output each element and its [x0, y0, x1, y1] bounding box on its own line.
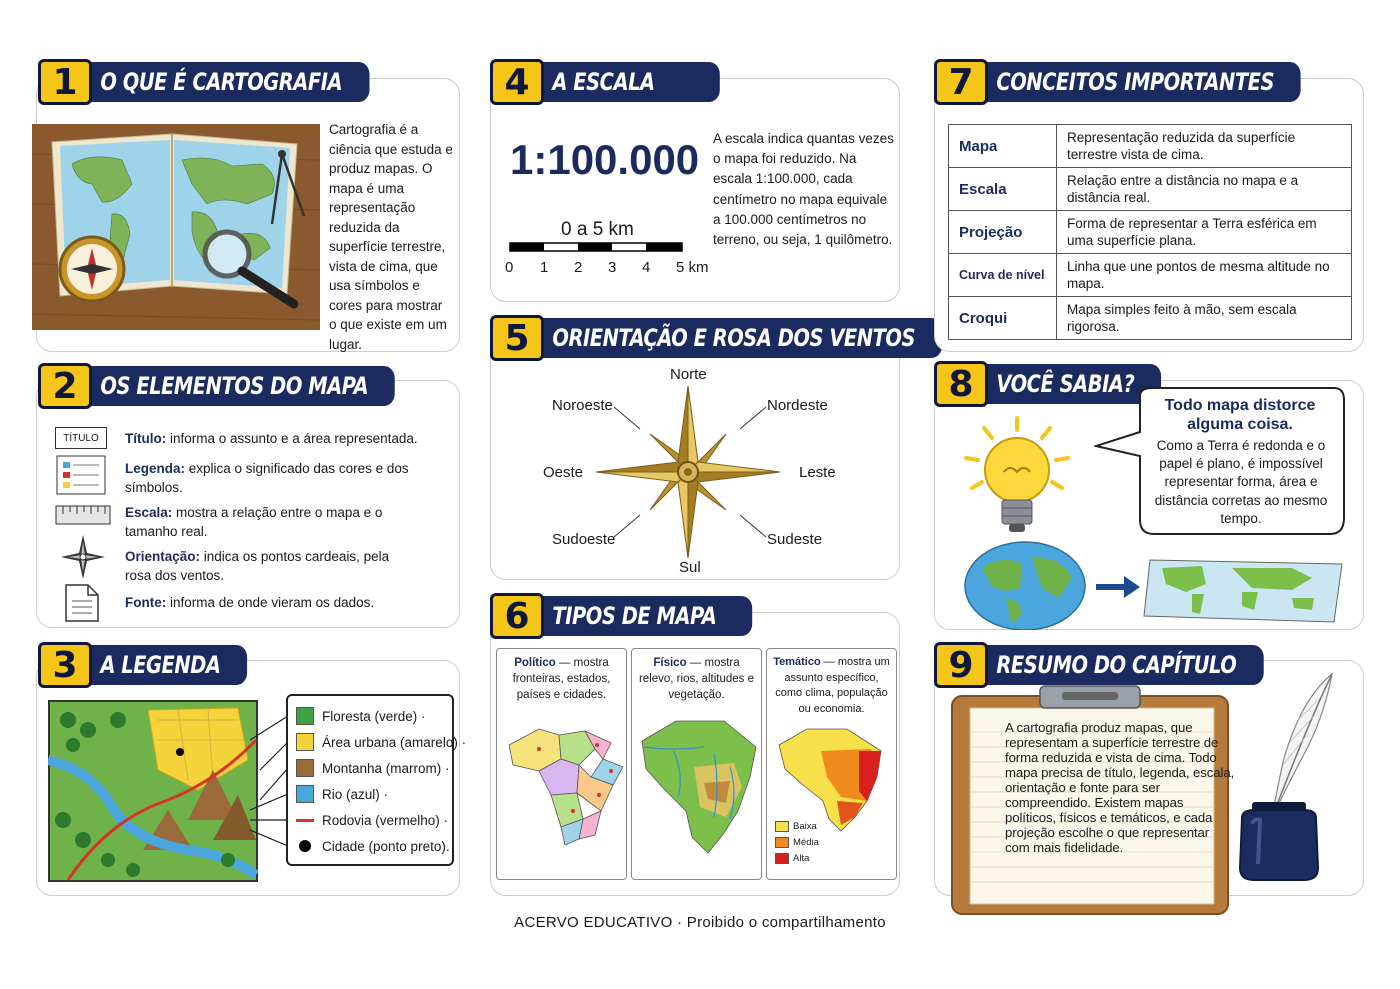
legend-item-forest [296, 707, 426, 725]
caption [632, 649, 761, 703]
desc: indica os pontos cardeais, pela rosa dos ventos. [125, 549, 390, 583]
term: Político [514, 657, 556, 669]
world-map-desk-illustration [32, 124, 320, 330]
summary-text: A cartografia produz mapas, que representam a superfície terrestre de forma reduzida e vista de cima. Todo mapa precisa de título, legenda, escala, orientação e fonte para ser compreendido. Existem mapas políticos, físicos e temáticos, e cada projeção escolhe o que representar com mais fidelidade. [1005, 720, 1235, 855]
label: Rio (azul) · [322, 786, 389, 802]
concept-term: Escala [949, 168, 1057, 211]
tick: 0 [505, 259, 514, 276]
section-header-6 [490, 596, 776, 636]
concept-definition: Linha que une pontos de mesma altitude no mapa. [1057, 254, 1352, 297]
section-header-2 [38, 366, 429, 406]
concepts-table [948, 124, 1352, 340]
section-title: CONCEITOS IMPORTANTES [982, 62, 1301, 102]
desc: informa o assunto e a área representada. [166, 431, 418, 446]
section-number: 8 [934, 361, 988, 407]
section-number: 2 [38, 363, 92, 409]
tick: 1 [540, 259, 549, 276]
section-title: TIPOS DE MAPA [538, 596, 752, 636]
label: Montanha (marrom) · [322, 760, 450, 776]
section-header-7 [934, 62, 1336, 102]
term: Título: [125, 431, 167, 446]
map-card-thematic [766, 648, 897, 880]
concept-definition: Representação reduzida da superfície terrestre vista de cima. [1057, 125, 1352, 168]
element-source [125, 593, 445, 612]
scale-bar [508, 241, 684, 255]
map-card-political [496, 648, 627, 880]
legend-item-river [296, 785, 388, 803]
legend-icon [55, 455, 107, 495]
legend-item-road [296, 811, 448, 829]
scale-tick-labels [505, 259, 735, 279]
political-brazil-map [499, 715, 627, 845]
scale-explanation: A escala indica quantas vezes o mapa foi reduzido. Na escala 1:100.000, cada centímetro no mapa equivale a 100.000 centímetros no terreno, ou seja, 1 quilômetro. [713, 131, 894, 248]
swatch [296, 759, 314, 777]
section-number: 3 [38, 642, 92, 688]
section-number: 6 [490, 593, 544, 639]
swatch [296, 785, 314, 803]
table-row [949, 125, 1352, 168]
direction-north: Norte [670, 366, 707, 383]
tick: 4 [642, 259, 651, 276]
section-header-1 [38, 62, 401, 102]
concept-definition: Mapa simples feito à mão, sem escala rigorosa. [1057, 297, 1352, 340]
legend-box [286, 694, 467, 866]
section-header-3 [38, 645, 265, 685]
label: Área urbana (amarelo) · [322, 734, 467, 750]
thematic-brazil-map [771, 721, 895, 833]
scale-ruler-icon [55, 504, 111, 526]
swatch [775, 821, 789, 832]
desc: — mostra relevo, rios, altitudes e vegetação. [638, 657, 755, 701]
label: Rodovia (vermelho) · [322, 812, 449, 828]
globe-icon [962, 538, 1088, 630]
section-title: VOCÊ SABIA? [982, 364, 1161, 404]
legend-medium [775, 835, 819, 851]
legend-item-mountain [296, 759, 450, 777]
term: Escala: [125, 505, 173, 520]
physical-brazil-map [634, 707, 762, 857]
section-header-5 [490, 318, 987, 358]
bubble-text: Como a Terra é redonda e o papel é plano, é impossível representar forma, área e distância corretas ao mesmo tempo. [1154, 438, 1328, 526]
concept-definition: Forma de representar a Terra esférica em uma superfície plana. [1057, 211, 1352, 254]
swatch [775, 853, 789, 864]
caption [497, 649, 626, 703]
footer-text: ACERVO EDUCATIVO · Proibido o compartilhamento [514, 914, 886, 931]
legend-high [775, 851, 819, 867]
element-legend [125, 459, 415, 497]
concept-term: Mapa [949, 125, 1057, 168]
desc: explica o significado das cores e dos símbolos. [125, 461, 409, 495]
label: Baixa [793, 821, 817, 832]
title-icon: TÍTULO [55, 427, 107, 449]
swatch [775, 837, 789, 848]
swatch [296, 811, 314, 829]
flat-world-map [1142, 556, 1348, 624]
cartography-definition: Cartografia é a ciência que estuda e produz mapas. O mapa é uma representação reduzida da superfície terrestre, vista de cima, que usa símbolos e cores para mostrar o que existe em um lugar. [329, 122, 453, 352]
section-title: O QUE É CARTOGRAFIA [86, 62, 369, 102]
desc: — mostra fronteiras, estados, países e cidades. [512, 657, 611, 701]
tick: 3 [608, 259, 617, 276]
table-row [949, 211, 1352, 254]
swatch [296, 707, 314, 725]
legend-low [775, 819, 819, 835]
section-title: ORIENTAÇÃO E ROSA DOS VENTOS [538, 318, 942, 358]
direction-west: Oeste [543, 464, 584, 481]
section-number: 4 [490, 59, 544, 105]
section-title: OS ELEMENTOS DO MAPA [86, 366, 395, 406]
compass-rose-icon [60, 534, 106, 580]
section-header-4 [490, 62, 740, 102]
concept-term: Croqui [949, 297, 1057, 340]
term: Legenda: [125, 461, 186, 476]
table-row [949, 297, 1352, 340]
concept-term: Projeção [949, 211, 1057, 254]
tick: 5 km [676, 259, 709, 276]
label: Cidade (ponto preto). [322, 838, 450, 854]
section-title: RESUMO DO CAPÍTULO [982, 645, 1263, 685]
term: Físico [653, 657, 687, 669]
direction-south: Sul [679, 559, 701, 576]
desc: — mostra um assunto específico, como clima, população ou economia. [775, 656, 890, 715]
direction-southeast: Sudeste [767, 531, 823, 548]
legend-connector-lines [240, 700, 290, 860]
quill-ink-icon [1232, 668, 1344, 888]
tick: 2 [574, 259, 583, 276]
concept-definition: Relação entre a distância no mapa e a distância real. [1057, 168, 1352, 211]
label: Média [793, 837, 819, 848]
thematic-legend [775, 819, 819, 867]
table-row [949, 168, 1352, 211]
scale-ratio: 1:100.000 [510, 136, 700, 183]
section-number: 7 [934, 59, 988, 105]
arrow-right-icon [1096, 576, 1140, 598]
map-card-physical [631, 648, 762, 880]
desc: informa de onde vieram os dados. [166, 595, 375, 610]
legend-item-urban [296, 733, 466, 751]
document-icon [64, 584, 100, 622]
term: Temático [773, 656, 821, 668]
lightbulb-icon [962, 414, 1072, 538]
direction-northeast: Nordeste [767, 397, 828, 414]
element-title [125, 429, 445, 448]
swatch [296, 837, 314, 855]
label: Floresta (verde) · [322, 708, 426, 724]
direction-southwest: Sudoeste [552, 531, 616, 548]
legend-item-city [296, 837, 450, 855]
element-orientation [125, 547, 395, 585]
section-title: A ESCALA [538, 62, 719, 102]
compass-leader-lines [600, 395, 780, 545]
section-number: 1 [38, 59, 92, 105]
desc: mostra a relação entre o mapa e o tamanho real. [125, 505, 383, 539]
section-title: A LEGENDA [86, 645, 247, 685]
term: Orientação: [125, 549, 201, 564]
direction-east: Leste [799, 464, 836, 481]
direction-northwest: Noroeste [552, 397, 613, 414]
bubble-title: Todo mapa distorce alguma coisa. [1164, 397, 1316, 433]
term: Fonte: [125, 595, 167, 610]
legend-example-map [48, 700, 258, 882]
caption [767, 649, 896, 717]
swatch [296, 733, 314, 751]
section-number: 9 [934, 642, 988, 688]
section-number: 5 [490, 315, 544, 361]
table-row [949, 254, 1352, 297]
label: Alta [793, 853, 810, 864]
element-scale [125, 503, 405, 541]
concept-term: Curva de nível [949, 254, 1057, 297]
scale-bar-label: 0 a 5 km [561, 219, 634, 240]
